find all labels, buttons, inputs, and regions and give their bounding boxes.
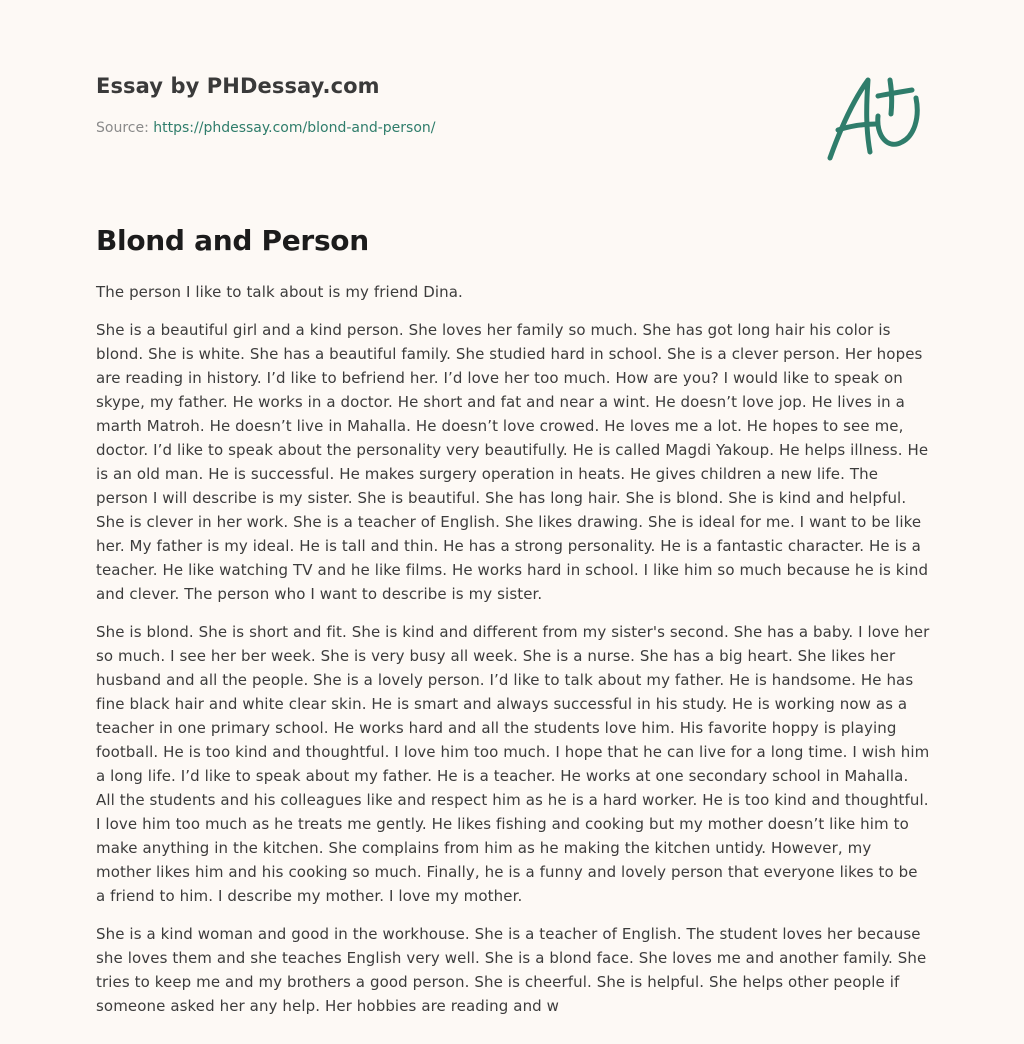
essay-paragraph-4: She is a kind woman and good in the workhouse. She is a teacher of English. The student loves her because she loves them and she teaches English very well. She is a blond face. She loves me and another family. She tries to keep me and my brothers a good person. She is cheerful. She is helpful. She helps other people if someone asked her any help. Her hobbies are reading and w: [96, 925, 927, 1015]
source-line: [96, 120, 928, 136]
essay-title: Blond and Person: [96, 224, 369, 257]
essay-paragraph-1: The person I like to talk about is my friend Dina.: [96, 283, 463, 301]
a-plus-grade-icon: [822, 68, 928, 164]
essay-paragraph-2: She is a beautiful girl and a kind person. She loves her family so much. She has got long hair his color is blond. She is white. She has a beautiful family. She studied hard in school. She is a clever person. Her hopes are reading in history. I’d like to befriend her. I’d love her too much. How are you? I would like to speak on skype, my father. He works in a doctor. He short and fat and near a wint. He doesn’t love jop. He lives in a marth Matroh. He doesn’t live in Mahalla. He doesn’t love crowed. He loves me a lot. He hopes to see me, doctor. I’d like to speak about the personality very beautifully. He is called Magdi Yakoup. He helps illness. He is an old man. He is successful. He makes surgery operation in heats. He gives children a new life. The person I will describe is my sister. She is beautiful. She has long hair. She is blond. She is kind and helpful. She is clever in her work. She is a teacher of English. She likes drawing. She is ideal for me. I want to be like her. My father is my ideal. He is tall and thin. He has a strong personality. He is a fantastic character. He is a teacher. He like watching TV and he like films. He works hard in school. I like him so much because he is kind and clever. The person who I want to describe is my sister.: [96, 321, 929, 603]
source-link[interactable]: https://phdessay.com/blond-and-person/: [153, 120, 436, 136]
essay-paragraph-3: She is blond. She is short and fit. She is kind and different from my sister's second. She has a baby. I love her so much. I see her ber week. She is very busy all week. She is a nurse. She has a big heart. She likes her husband and all the people. She is a lovely person. I’d like to talk about my father. He is handsome. He has fine black hair and white clear skin. He is smart and always successful in his study. He is working now as a teacher in one primary school. He works hard and all the students love him. His favorite hoppy is playing football. He is too kind and thoughtful. I love him too much. I hope that he can live for a long time. I wish him a long life. I’d like to speak about my father. He is a teacher. He works at one secondary school in Mahalla. All the students and his colleagues like and respect him as he is a hard worker. He is too kind and thoughtful. I love him too much as he treats me gently. He likes fishing and cooking but my mother doesn’t like him to make anything in the kitchen. She complains from him as he making the kitchen untidy. However, my mother likes him and his cooking so much. Finally, he is a funny and lovely person that everyone likes to be a friend to him. I describe my mother. I love my mother.: [96, 623, 930, 905]
site-title: Essay by PHDessay.com: [96, 74, 380, 98]
page-header: [96, 74, 928, 136]
source-label: Source:: [96, 120, 149, 136]
essay-content: [96, 224, 930, 1032]
